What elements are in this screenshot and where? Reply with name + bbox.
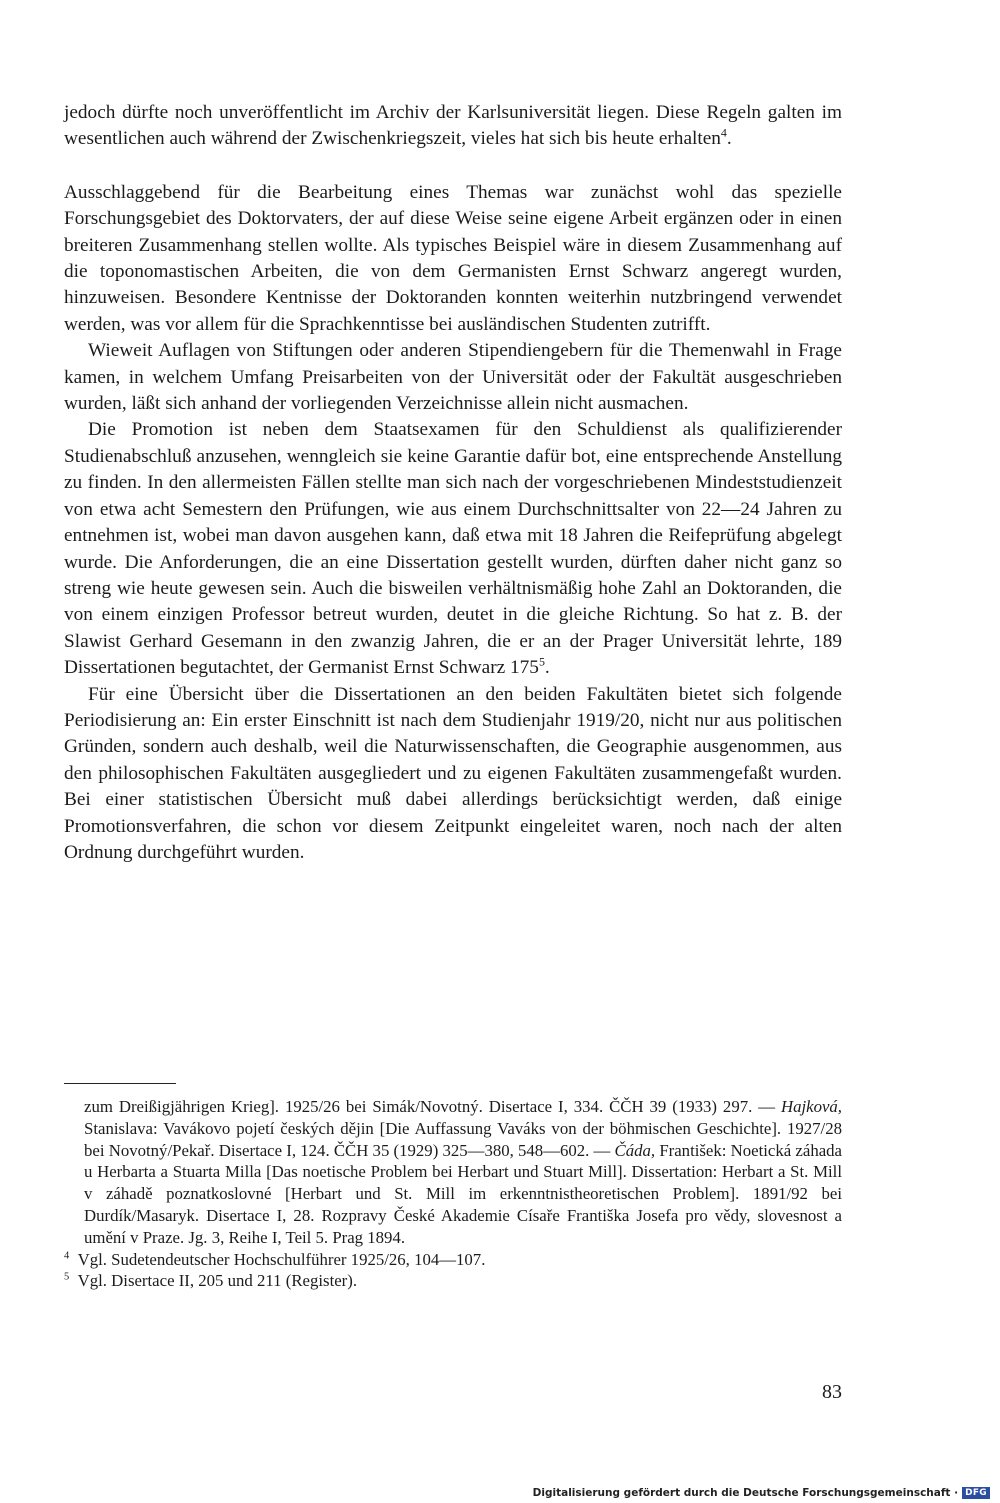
dfg-logo: DFG [962,1487,990,1499]
footnote-continuation: zum Dreißigjährigen Krieg]. 1925/26 bei Simák/Novotný. Disertace I, 334. ČČH 39 (1933) 297. — Hajková, Stanislava: Vavákovo pojetí českých dějin [Die Auffassung Vaváks von der böhmischen Geschichte]. 1927/28 bei Novotný/Pekař. Disertace I, 124. ČČH 35 (1929) 325—380, 548—602. — Čáda, František: Noetická záhada u Herbarta a Stuarta Milla [Das noetische Problem bei Herbart und Stuart Mill]. Dissertation: Herbart a St. Mill v záhadě poznatkoslovné [Herbart und St. Mill im erkenntnistheoretischen Problem]. 1891/92 bei Durdík/Masaryk. Disertace I, 28. Rozpravy České Akademie Císaře Františka Josefa pro vědy, slovesnost a umění v Praze. Jg. 3, Reihe I, Teil 5. Prag 1894. [84,1097,842,1247]
paragraph: Wieweit Auflagen von Stiftungen oder anderen Stipendiengebern für die Themenwahl in Frage kamen, in welchem Umfang Preisarbeiten von der Universität oder der Fakultät ausgeschrieben wurden, läßt sich anhand der vorliegenden Verzeichnisse allein nicht ausmachen. [64,340,842,415]
paragraph: Ausschlaggebend für die Bearbeitung eines Themas war zunächst wohl das spezielle Forschungsgebiet des Doktorvaters, der auf diese Weise seine eigene Arbeit ergänzen oder in einen breiteren Zusammenhang stellen wollte. Als typisches Beispiel wäre in diesem Zusammenhang auf die toponomastischen Arbeiten, die von dem Germanisten Ernst Schwarz angeregt wurden, hinzuweisen. Besondere Kentnisse der Doktoranden konnten weiterhin nutzbringend verwendet werden, was vor allem für die Sprachkenntisse bei ausländischen Studenten zutrifft. [64,181,842,335]
footnote-divider [64,1083,176,1084]
page-number: 83 [822,1381,842,1403]
paragraph: Für eine Übersicht über die Dissertationen an den beiden Fakultäten bietet sich folgende Periodisierung an: Ein erster Einschnitt ist nach dem Studienjahr 1919/20, nicht nur aus politischen Gründen, sondern auch deshalb, weil die Naturwissenschaften, die Geographie ausgenommen, aus den philosophischen Fakultäten ausgegliedert und zu eigenen Fakultäten zusammengefaßt wurden. Bei einer statistischen Übersicht muß dabei allerdings berücksichtigt werden, daß einige Promotionsverfahren, die schon vor diesem Zeitpunkt eingeleitet waren, noch nach der alten Ordnung durchgeführt wurden. [64,683,842,863]
paragraph: jedoch dürfte noch unveröffentlicht im Archiv der Karlsuniversität liegen. Diese Regeln galten im wesentlichen auch während der Zwischenkriegszeit, vieles hat sich bis heute erhalten$^4$. [64,102,842,150]
body-text [64,100,842,866]
footnote-ref[interactable]: 4 [720,125,727,140]
footnote-ref[interactable]: 5 [538,654,545,669]
footnote-4: $^4$ Vgl. Sudetendeutscher Hochschulführer 1925/26, 104—107. [64,1249,486,1269]
credit-text: Digitalisierung gefördert durch die Deutsche Forschungsgemeinschaft · [532,1487,959,1499]
footnote-mark: 5 [64,1271,70,1283]
footnotes [64,1096,842,1292]
footnote-5: $^5$ Vgl. Disertace II, 205 und 211 (Register). [64,1271,358,1291]
footnote-mark: 4 [64,1249,70,1261]
paragraph: Die Promotion ist neben dem Staatsexamen für den Schuldienst als qualifizierender Studienabschluß anzusehen, wenngleich sie keine Garantie dafür bot, eine entsprechende Anstellung zu finden. In den allermeisten Fällen stellte man sich nach der vorgeschriebenen Mindeststudienzeit von etwa acht Semestern den Prüfungen, wie aus einem Durchschnittsalter von 22—24 Jahren zu entnehmen ist, wobei man davon ausgehen kann, daß etwa mit 18 Jahren die Reifeprüfung abgelegt wurde. Die Anforderungen, die an eine Dissertation gestellt wurden, dürften daher nicht ganz so streng wie heute gewesen sein. Auch die bisweilen verhältnismäßig hohe Zahl an Doktoranden, die von einem einzigen Professor betreut wurden, deutet in die gleiche Richtung. So hat z. B. der Slawist Gerhard Gesemann in den zwanzig Jahren, die er an der Prager Universität lehrte, 189 Dissertationen begutachtet, der Germanist Ernst Schwarz $175^5$. [64,419,842,679]
digitization-credit [533,1487,990,1499]
